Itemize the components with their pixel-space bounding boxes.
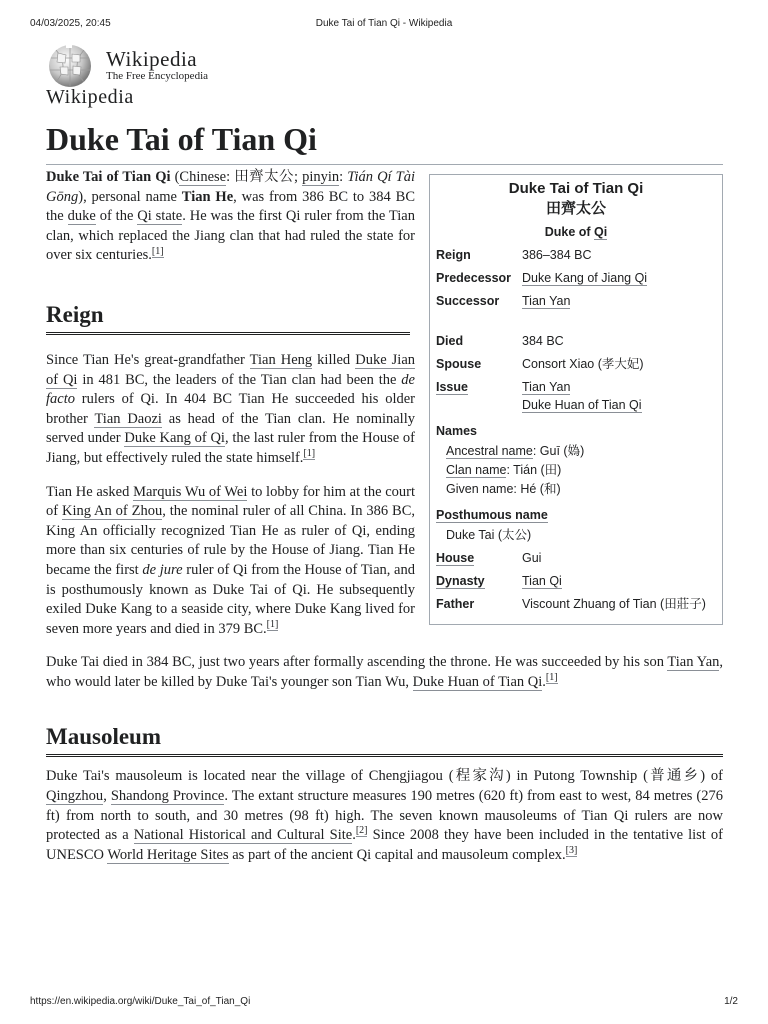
infobox-subtitle-prefix: Duke of	[544, 225, 595, 239]
link-tian-yan[interactable]: Tian Yan	[667, 654, 720, 671]
print-page-number: 1/2	[724, 996, 738, 1007]
text: , was from 386 BC to 384 BC the	[46, 188, 416, 225]
link-posthumous-name[interactable]: Posthumous name	[436, 508, 548, 522]
link-duke-kang-of-jiang-qi[interactable]: Duke Kang of Jiang Qi	[522, 271, 648, 285]
page-title: Duke Tai of Tian Qi	[46, 120, 723, 165]
mausoleum-paragraph	[46, 767, 723, 865]
infobox-row-dynasty	[436, 572, 716, 590]
heading-mausoleum: Mausoleum	[46, 722, 723, 757]
infobox-value: Viscount Zhuang of Tian (田莊子)	[522, 597, 706, 611]
text: Duke Tai died in 384 BC, just two years after formally ascending the throne. He was succeeded by his son	[46, 654, 668, 671]
link-king-an-of-zhou[interactable]: King An of Zhou	[61, 503, 163, 520]
wikipedia-tagline: The Free Encyclopedia	[106, 70, 209, 82]
infobox-value: 384 BC	[522, 334, 564, 348]
text: ), personal name	[78, 188, 182, 205]
link-tian-heng[interactable]: Tian Heng	[249, 351, 313, 368]
bold-name: Duke Tai of Tian Qi	[46, 169, 171, 185]
infobox-title-chinese: 田齊太公	[545, 200, 606, 217]
link-pinyin[interactable]: pinyin	[302, 169, 340, 185]
heading-reign: Reign	[46, 300, 410, 335]
wikipedia-globe-icon	[46, 42, 94, 88]
link-duke-huan-of-tian-qi[interactable]: Duke Huan of Tian Qi	[522, 398, 642, 412]
text: to lobby for him at the court of	[46, 483, 415, 520]
infobox-value: : Guī (媯)	[532, 444, 585, 458]
text: . He was the first Qi ruler from the Tian clan, which replaced the Jiang clan that had ruled the state for over six centuries.	[46, 208, 415, 264]
infobox-row-successor	[436, 292, 716, 310]
infobox-label: Spouse	[436, 357, 482, 371]
link-qi-state[interactable]: Qi state	[137, 208, 183, 225]
infobox-row-died	[436, 332, 716, 350]
text: , the nominal ruler of all China. In 386 BC, King An officially recognized Tian He as ruler of Qi, ending more than six centuries of rule by the House of Jiang. Tian He became the first	[46, 503, 415, 578]
link-house[interactable]: House	[436, 551, 475, 565]
link-duke-huan-of-tian-qi[interactable]: Duke Huan of Tian Qi	[412, 673, 543, 690]
wikipedia-wordmark-text: Wikipedia	[106, 47, 198, 71]
infobox-row-house	[436, 549, 716, 567]
text: Tian He asked	[46, 483, 134, 500]
infobox-row-predecessor	[436, 269, 716, 287]
text: killed	[312, 351, 356, 368]
text: , who would later be killed by Duke Tai's younger son Tian Wu,	[46, 654, 724, 690]
link-tian-daozi[interactable]: Tian Daozi	[94, 410, 162, 427]
link-qingzhou[interactable]: Qingzhou	[46, 788, 104, 805]
infobox-row-issue	[436, 378, 716, 414]
link-national-historical-and-cultural-site[interactable]: National Historical and Cultural Site	[133, 827, 353, 844]
infobox-row-spouse	[436, 355, 716, 373]
text: as part of the ancient Qi capital and mausoleum complex.	[228, 846, 566, 863]
reign-paragraph-3	[46, 653, 723, 692]
text: rulers of Qi. In 404 BC Tian He succeeded his older brother	[46, 391, 415, 427]
citation-1[interactable]: [1]	[545, 672, 558, 684]
text: of the	[95, 208, 138, 225]
infobox-row-reign	[436, 246, 716, 264]
infobox-value: Consort Xiao (孝大妃)	[522, 357, 644, 371]
text: Since Tian He's great-grandfather	[46, 351, 250, 368]
italic-text: de jure	[142, 561, 183, 578]
citation-1[interactable]: [1]	[151, 245, 164, 257]
link-issue-tian-yan[interactable]: Tian Yan	[522, 380, 571, 394]
wikipedia-wordmark	[106, 47, 197, 72]
infobox-value: : Tián (田)	[506, 463, 562, 477]
link-tian-yan[interactable]: Tian Yan	[522, 294, 571, 308]
text: Duke Tai's mausoleum is located near the village of Chengjiagou (程家沟) in Putong Township (普通乡) of	[46, 768, 723, 785]
print-datetime: 04/03/2025, 20:45	[30, 18, 111, 29]
citation-1[interactable]: [1]	[266, 618, 279, 630]
text: in 481 BC, the leaders of the Tian clan had been the	[77, 371, 402, 388]
citation-2[interactable]: [2]	[355, 825, 368, 837]
link-qi[interactable]: Qi	[594, 225, 608, 239]
citation-1[interactable]: [1]	[303, 448, 316, 460]
citation-3[interactable]: [3]	[565, 845, 578, 857]
pinyin-name: Tián Qí Tài Gōng	[46, 169, 415, 205]
link-issue[interactable]: Issue	[436, 380, 468, 394]
link-shandong-province[interactable]: Shandong Province	[110, 788, 225, 805]
link-duke-kang-of-qi[interactable]: Duke Kang of Qi	[124, 430, 225, 447]
chinese-name: 田齊太公	[234, 169, 294, 185]
link-chinese[interactable]: Chinese	[179, 169, 227, 185]
text: , the last ruler from the House of Jiang, but effectively ruled the state himself.	[46, 430, 415, 466]
text: .	[352, 827, 356, 844]
infobox-title: Duke Tai of Tian Qi	[508, 180, 644, 197]
link-marquis-wu-of-wei[interactable]: Marquis Wu of Wei	[133, 483, 248, 500]
print-url: https://en.wikipedia.org/wiki/Duke_Tai_of_Tian_Qi	[30, 996, 251, 1007]
infobox-clan-name	[436, 461, 716, 479]
wikipedia-wordmark-secondary: Wikipedia	[46, 86, 134, 108]
intro-paragraph: Duke Tai of Tian Qi (Chinese: 田齊太公; pinyin: Tián Qí Tài Gōng), personal name Tian He, was from 386 BC to 384 BC the duke of the Qi state. He was the first Qi ruler from the Tian clan, which replaced the Jiang clan that had ruled the state for over six centuries.[1]	[46, 169, 416, 264]
text: as head of the Tian clan. He nominally served under	[46, 410, 415, 447]
link-world-heritage-sites[interactable]: World Heritage Sites	[107, 846, 229, 863]
print-doc-title: Duke Tai of Tian Qi - Wikipedia	[315, 18, 453, 29]
link-duke[interactable]: duke	[67, 208, 96, 225]
infobox-given-name: Given name: Hé (和)	[446, 482, 561, 496]
text: Since 2008 they have been included in the tentative list of UNESCO	[46, 827, 723, 863]
infobox-value: Gui	[522, 551, 542, 565]
infobox-subtitle	[436, 223, 716, 241]
infobox-label: Father	[436, 597, 475, 611]
infobox	[429, 174, 723, 625]
link-ancestral-name[interactable]: Ancestral name	[446, 444, 533, 458]
link-tian-qi[interactable]: Tian Qi	[522, 574, 562, 588]
link-duke-jian-of-qi[interactable]: Duke Jian of Qi	[46, 351, 416, 388]
infobox-posthumous-value: Duke Tai (太公)	[446, 528, 532, 542]
infobox-label: Reign	[436, 248, 471, 262]
infobox-row-father	[436, 595, 716, 613]
infobox-names-header: Names	[436, 424, 477, 438]
text: ,	[103, 788, 111, 805]
link-dynasty[interactable]: Dynasty	[436, 574, 485, 588]
italic-text: de facto	[46, 371, 415, 408]
infobox-label: Died	[436, 334, 464, 348]
article-content	[46, 168, 723, 879]
personal-name: Tian He	[181, 188, 234, 205]
link-clan-name[interactable]: Clan name	[446, 463, 507, 477]
text: . The extant structure measures 190 metres (620 ft) from east to west, 84 metres (276 ft) from north to south, and 30 metres (98 ft) high. The seven known mausoleums of Tian Qi rulers are now protected as a	[46, 788, 724, 844]
text: ruler of Qi from the House of Tian, and is posthumously known as Duke Tai of Qi. He subsequently exiled Duke Kang to a seaside city, where Duke Kang lived for seven more years and died in 379 BC.	[46, 561, 415, 637]
infobox-label: Successor	[436, 294, 500, 308]
infobox-value: 386–384 BC	[522, 248, 592, 262]
infobox-ancestral-name	[436, 442, 716, 460]
text: .	[542, 673, 546, 690]
infobox-label: Predecessor	[436, 271, 512, 285]
